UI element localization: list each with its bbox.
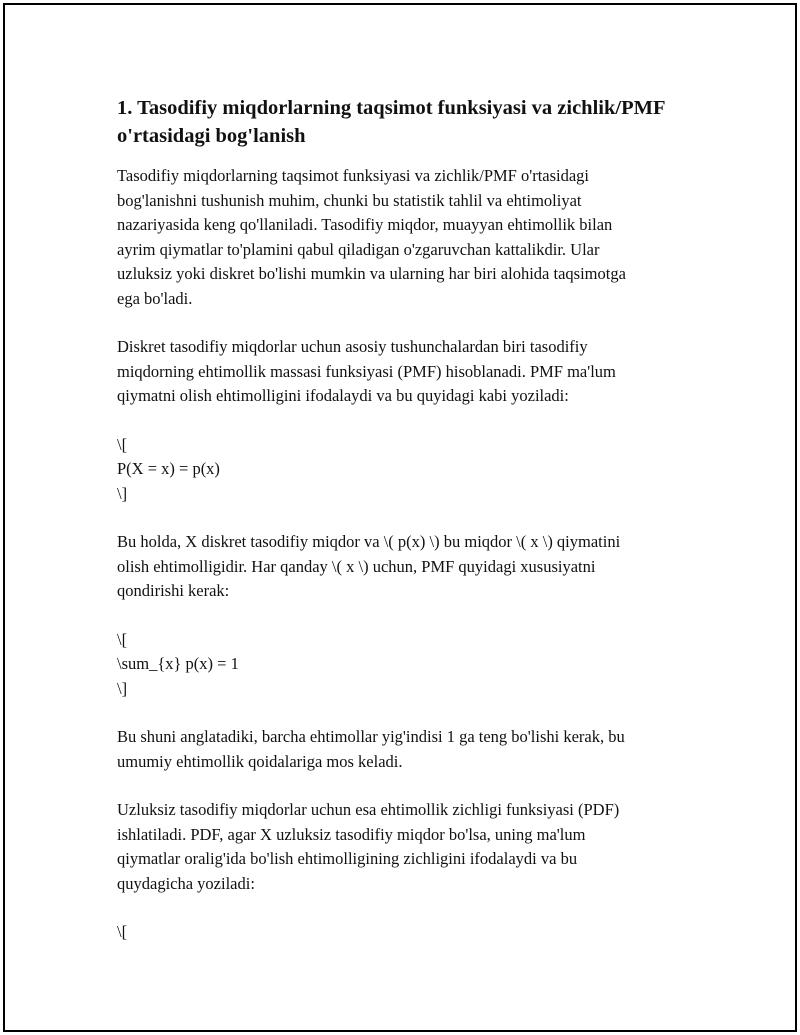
text-line: nazariyasida keng qo'llaniladi. Tasodifiy miqdor, muayyan ehtimollik bilan — [117, 215, 613, 234]
text-line: qondirishi kerak: — [117, 581, 230, 600]
text-line: ega bo'ladi. — [117, 288, 193, 308]
text-line: ishlatiladi. PDF, agar X uzluksiz tasodifiy miqdor bo'lsa, uning ma'lum — [117, 824, 586, 844]
paragraph-pmf-property — [117, 530, 707, 604]
paragraph-pdf-definition — [117, 798, 707, 896]
text-line: umumiy ehtimollik qoidalariga mos keladi. — [117, 751, 403, 771]
paragraph-pmf-definition — [117, 335, 707, 409]
formula-line: P(X = x) = p(x) — [117, 459, 220, 478]
text-line: bog'lanishni tushunish muhim, chunki bu statistik tahlil va ehtimoliyat — [117, 190, 582, 210]
document-body — [117, 94, 707, 969]
title-line: o'rtasidagi bog'lanish — [117, 125, 306, 147]
text-line: Bu shuni anglatadiki, barcha ehtimollar yig'indisi 1 ga teng bo'lishi kerak, bu — [117, 727, 625, 746]
text-line: Bu holda, X diskret tasodifiy miqdor va \( p(x) \) bu miqdor \( x \) qiymatini — [117, 532, 621, 551]
text-line: qiymatni olish ehtimolligini ifodalaydi va bu quyidagi kabi yoziladi: — [117, 386, 569, 405]
text-line: miqdorning ehtimollik massasi funksiyasi (PMF) hisoblanadi. PMF ma'lum — [117, 361, 616, 381]
paragraph-intro — [117, 164, 707, 311]
section-title — [117, 94, 707, 150]
formula-line: \[ — [117, 434, 128, 454]
text-line: olish ehtimolligidir. Har qanday \( x \) uchun, PMF quyidagi xususiyatni — [117, 556, 596, 576]
formula-line: \[ — [117, 629, 128, 649]
formula-line: \] — [117, 678, 128, 698]
paragraph-sum-meaning — [117, 725, 707, 774]
formula-sum — [117, 628, 707, 702]
text-line: uzluksiz yoki diskret bo'lishi mumkin va ularning har biri alohida taqsimotga — [117, 264, 626, 283]
formula-line: \sum_{x} p(x) = 1 — [117, 654, 239, 673]
text-line: quydagicha yoziladi: — [117, 873, 255, 893]
text-line: Tasodifiy miqdorlarning taqsimot funksiyasi va zichlik/PMF o'rtasidagi — [117, 166, 590, 185]
text-line: qiymatlar oralig'ida bo'lish ehtimolligining zichligini ifodalaydi va bu — [117, 849, 578, 868]
formula-line: \] — [117, 483, 128, 503]
formula-pmf — [117, 433, 707, 507]
formula-line: \[ — [117, 922, 128, 941]
formula-pdf-start — [117, 920, 707, 945]
text-line: Diskret tasodifiy miqdorlar uchun asosiy tushunchalardan biri tasodifiy — [117, 337, 588, 356]
text-line: Uzluksiz tasodifiy miqdorlar uchun esa ehtimollik zichligi funksiyasi (PDF) — [117, 800, 620, 819]
title-line: 1. Tasodifiy miqdorlarning taqsimot funksiyasi va zichlik/PMF — [117, 97, 666, 119]
text-line: ayrim qiymatlar to'plamini qabul qiladigan o'zgaruvchan kattalikdir. Ular — [117, 239, 600, 259]
